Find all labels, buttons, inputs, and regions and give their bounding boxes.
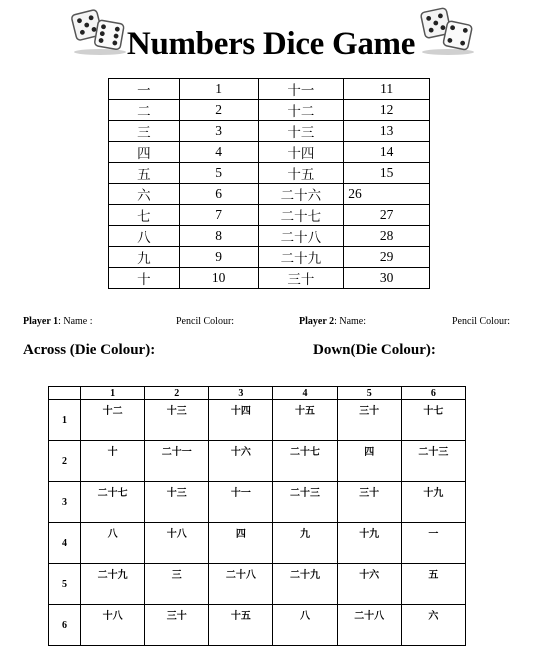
grid-cell[interactable]: 三十 (145, 605, 209, 646)
arabic-numeral-cell: 3 (179, 121, 258, 142)
chinese-numeral-cell: 二十八 (258, 226, 344, 247)
chinese-numeral-cell: 八 (109, 226, 180, 247)
grid-cell[interactable]: 二十三 (401, 441, 465, 482)
reference-row (109, 121, 430, 142)
arabic-numeral-cell: 14 (344, 142, 430, 163)
chinese-numeral-cell: 三十 (258, 268, 344, 289)
grid-cell[interactable]: 十六 (209, 441, 273, 482)
chinese-numeral-cell: 二十六 (258, 184, 344, 205)
reference-row (109, 79, 430, 100)
arabic-numeral-cell: 5 (179, 163, 258, 184)
grid-cell[interactable]: 三 (145, 564, 209, 605)
grid-cell[interactable]: 十八 (145, 523, 209, 564)
grid-row-header: 6 (49, 605, 81, 646)
chinese-numeral-cell: 十五 (258, 163, 344, 184)
arabic-numeral-cell: 13 (344, 121, 430, 142)
grid-column-header: 5 (337, 387, 401, 400)
grid-row-header: 5 (49, 564, 81, 605)
arabic-numeral-cell: 27 (344, 205, 430, 226)
grid-cell[interactable]: 四 (209, 523, 273, 564)
grid-corner-cell (49, 387, 81, 400)
grid-cell[interactable]: 十五 (209, 605, 273, 646)
arabic-numeral-cell: 7 (179, 205, 258, 226)
chinese-numeral-cell: 十 (109, 268, 180, 289)
arabic-numeral-cell: 9 (179, 247, 258, 268)
grid-row (49, 564, 466, 605)
arabic-numeral-cell: 4 (179, 142, 258, 163)
reference-row (109, 163, 430, 184)
grid-cell[interactable]: 十七 (401, 400, 465, 441)
grid-cell[interactable]: 十八 (81, 605, 145, 646)
grid-cell[interactable]: 二十八 (337, 605, 401, 646)
grid-column-header: 4 (273, 387, 337, 400)
dice-icon (418, 6, 476, 56)
chinese-numeral-cell: 三 (109, 121, 180, 142)
grid-cell[interactable]: 一 (401, 523, 465, 564)
grid-cell[interactable]: 十九 (337, 523, 401, 564)
grid-header-row (49, 387, 466, 400)
chinese-numeral-cell: 七 (109, 205, 180, 226)
page-title: Numbers Dice Game (126, 26, 416, 62)
reference-row (109, 205, 430, 226)
down-die-colour-heading: Down(Die Colour): (313, 342, 436, 358)
player-2-pencil-colour-label: Pencil Colour: (452, 316, 511, 327)
grid-row (49, 605, 466, 646)
grid-cell[interactable]: 六 (401, 605, 465, 646)
arabic-numeral-cell: 29 (344, 247, 430, 268)
grid-row-header: 3 (49, 482, 81, 523)
grid-cell[interactable]: 二十七 (273, 441, 337, 482)
grid-cell[interactable]: 十三 (145, 482, 209, 523)
grid-row (49, 482, 466, 523)
arabic-numeral-cell: 15 (344, 163, 430, 184)
reference-row (109, 247, 430, 268)
grid-row-header: 4 (49, 523, 81, 564)
grid-row (49, 400, 466, 441)
chinese-numeral-cell: 六 (109, 184, 180, 205)
grid-column-header: 2 (145, 387, 209, 400)
grid-row (49, 523, 466, 564)
grid-cell[interactable]: 四 (337, 441, 401, 482)
grid-cell[interactable]: 三十 (337, 482, 401, 523)
arabic-numeral-cell: 1 (179, 79, 258, 100)
reference-row (109, 226, 430, 247)
grid-row (49, 441, 466, 482)
grid-column-header: 6 (401, 387, 465, 400)
chinese-numeral-cell: 一 (109, 79, 180, 100)
grid-cell[interactable]: 五 (401, 564, 465, 605)
chinese-numeral-cell: 四 (109, 142, 180, 163)
grid-cell[interactable]: 二十八 (209, 564, 273, 605)
chinese-numeral-cell: 十三 (258, 121, 344, 142)
reference-row (109, 268, 430, 289)
reference-row (109, 100, 430, 121)
game-grid (48, 386, 466, 646)
grid-cell[interactable]: 十一 (209, 482, 273, 523)
arabic-numeral-cell: 8 (179, 226, 258, 247)
grid-column-header: 3 (209, 387, 273, 400)
arabic-numeral-cell: 11 (344, 79, 430, 100)
grid-cell[interactable]: 十六 (337, 564, 401, 605)
chinese-numeral-cell: 二 (109, 100, 180, 121)
grid-cell[interactable]: 二十九 (81, 564, 145, 605)
player-1-pencil-colour-label: Pencil Colour: (176, 316, 235, 327)
grid-cell[interactable]: 十九 (401, 482, 465, 523)
chinese-numeral-cell: 十二 (258, 100, 344, 121)
reference-row (109, 184, 430, 205)
grid-cell[interactable]: 九 (273, 523, 337, 564)
arabic-numeral-cell: 28 (344, 226, 430, 247)
grid-row-header: 2 (49, 441, 81, 482)
chinese-numeral-cell: 二十九 (258, 247, 344, 268)
arabic-numeral-cell: 6 (179, 184, 258, 205)
chinese-numeral-cell: 十四 (258, 142, 344, 163)
chinese-numeral-cell: 二十七 (258, 205, 344, 226)
chinese-numeral-cell: 五 (109, 163, 180, 184)
grid-cell[interactable]: 三十 (337, 400, 401, 441)
player-1-name-label: Player 1: Name : (23, 316, 93, 327)
arabic-numeral-cell: 12 (344, 100, 430, 121)
grid-row-header: 1 (49, 400, 81, 441)
grid-cell[interactable]: 十五 (273, 400, 337, 441)
grid-cell[interactable]: 十二 (81, 400, 145, 441)
grid-cell[interactable]: 二十一 (145, 441, 209, 482)
grid-cell[interactable]: 二十三 (273, 482, 337, 523)
grid-cell[interactable]: 十三 (145, 400, 209, 441)
grid-column-header: 1 (81, 387, 145, 400)
arabic-numeral-cell: 10 (179, 268, 258, 289)
player-2-name-label: Player 2: Name: (299, 316, 367, 327)
chinese-numeral-cell: 十一 (258, 79, 344, 100)
grid-cell[interactable]: 八 (81, 523, 145, 564)
number-reference-table (108, 78, 430, 289)
arabic-numeral-cell: 26 (344, 184, 430, 205)
reference-row (109, 142, 430, 163)
across-die-colour-heading: Across (Die Colour): (23, 342, 156, 358)
arabic-numeral-cell: 2 (179, 100, 258, 121)
arabic-numeral-cell: 30 (344, 268, 430, 289)
grid-cell[interactable]: 十四 (209, 400, 273, 441)
grid-cell[interactable]: 十 (81, 441, 145, 482)
grid-cell[interactable]: 二十九 (273, 564, 337, 605)
grid-cell[interactable]: 二十七 (81, 482, 145, 523)
chinese-numeral-cell: 九 (109, 247, 180, 268)
grid-cell[interactable]: 八 (273, 605, 337, 646)
